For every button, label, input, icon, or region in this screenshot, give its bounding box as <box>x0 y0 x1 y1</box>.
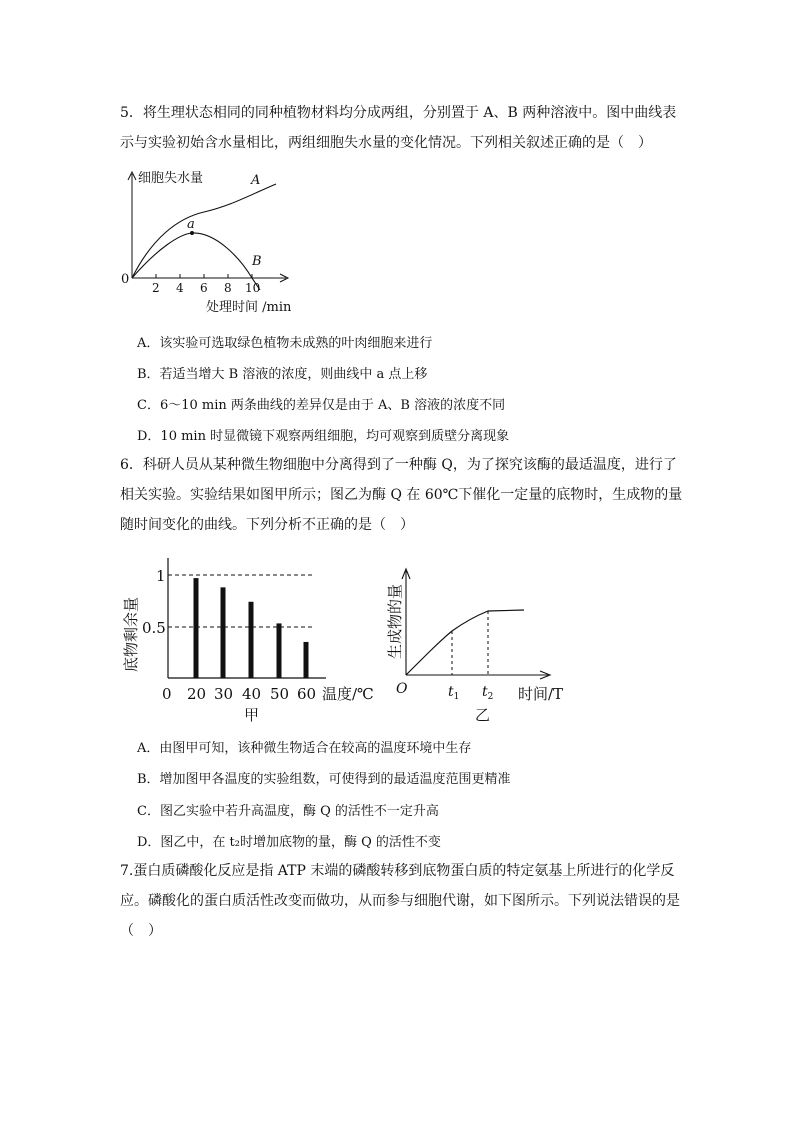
jia-xtick-30: 30 <box>214 685 234 703</box>
q5-xtick-2: 2 <box>152 281 160 295</box>
jia-ref-lines <box>168 575 314 627</box>
q5-curve-b-label: B <box>252 254 262 269</box>
yi-origin: O <box>396 681 408 697</box>
q6-figure-jia <box>118 550 378 730</box>
q5-line-2: 示与实验初始含水量相比，两组细胞失水量的变化情况。下列相关叙述正确的是（ ） <box>120 135 652 151</box>
q5-xtick-6: 6 <box>200 281 208 295</box>
yi-xlabel: 时间/T <box>518 685 564 703</box>
q5-xlabel: 处理时间 /min <box>206 300 292 315</box>
q6-line-2: 相关实验。实验结果如图甲所示；图乙为酶 Q 在 60℃下催化一定量的底物时，生成物的量 <box>120 487 683 503</box>
q5-xtick-8: 8 <box>224 281 232 295</box>
q5-xtick-4: 4 <box>176 281 184 295</box>
jia-bars <box>194 578 309 678</box>
q6-stem <box>120 450 683 540</box>
q5-x-ticks <box>156 274 252 278</box>
jia-bar-40 <box>249 602 254 678</box>
jia-bar-50 <box>277 623 282 678</box>
yi-caption: 乙 <box>475 706 491 724</box>
q6-option-b: B．增加图甲各温度的实验组数，可使得到的最适温度范围更精准 <box>137 772 511 787</box>
jia-bar-20 <box>194 578 199 678</box>
jia-ytick-0.5: 0.5 <box>142 619 166 637</box>
q5-axes <box>128 172 288 282</box>
yi-t2-label: $t_2$ <box>482 684 494 702</box>
jia-xtick-20: 20 <box>187 685 207 703</box>
q5-option-b: B．若适当增大 B 溶液的浓度，则曲线中 a 点上移 <box>137 367 428 382</box>
q6-figure-yi <box>378 565 598 745</box>
q6-line-1: 6．科研人员从某种微生物细胞中分离得到了一种酶 Q，为了探究该酶的最适温度，进行了 <box>120 457 677 473</box>
jia-xtick-60: 60 <box>297 685 317 703</box>
q5-option-c: C．6～10 min 两条曲线的差异仅是由于 A、B 溶液的浓度不同 <box>137 398 506 413</box>
q5-origin: 0 <box>121 272 130 287</box>
q5-ylabel: 细胞失水量 <box>138 171 204 186</box>
q7-line-1: 7.蛋白质磷酸化反应是指 ATP 末端的磷酸转移到底物蛋白质的特定氨基上所进行的化学反 <box>120 863 675 879</box>
q5-option-d: D．10 min 时显微镜下观察两组细胞，均可观察到质壁分离现象 <box>137 429 510 444</box>
q7-line-2: 应。磷酸化的蛋白质活性改变而做功，从而参与细胞代谢，如下图所示。下列说法错误的是 <box>120 893 680 909</box>
jia-xtick-40: 40 <box>242 685 262 703</box>
q5-option-a: A．该实验可选取绿色植物未成熟的叶肉细胞来进行 <box>137 336 433 351</box>
q5-point-a-label: a <box>187 217 195 232</box>
jia-ylabel: 底物剩余量 <box>122 596 140 672</box>
q5-stem <box>120 98 680 158</box>
yi-t1-label: $t_1$ <box>448 684 460 702</box>
q7-line-3: （ ） <box>120 923 162 939</box>
jia-bar-60 <box>304 642 309 678</box>
q6-option-c: C．图乙实验中若升高温度，酶 Q 的活性不一定升高 <box>137 804 439 819</box>
yi-ylabel: 生成物的量 <box>386 583 404 659</box>
q7-stem <box>120 856 680 946</box>
jia-bar-30 <box>221 587 226 678</box>
q5-line-1: 5．将生理状态相同的同种植物材料均分成两组，分别置于 A、B 两种溶液中。图中曲线表 <box>120 105 677 121</box>
yi-axes <box>402 569 550 679</box>
q6-option-a: A．由图甲可知，该种微生物适合在较高的温度环境中生存 <box>137 741 472 756</box>
q5-figure <box>118 168 318 318</box>
yi-product-curve <box>406 610 524 675</box>
jia-xlabel: 温度/℃ <box>322 685 374 703</box>
jia-axes <box>168 558 326 678</box>
q5-xtick-10: 10 <box>245 281 261 295</box>
jia-caption: 甲 <box>244 706 260 724</box>
q5-curve-a-label: A <box>251 173 261 188</box>
jia-xtick-50: 50 <box>270 685 290 703</box>
jia-origin: 0 <box>162 685 172 703</box>
jia-ytick-1: 1 <box>156 567 166 585</box>
yi-marker-lines <box>452 611 488 675</box>
q6-option-d: D．图乙中，在 t₂时增加底物的量，酶 Q 的活性不变 <box>137 835 441 850</box>
q6-line-3: 随时间变化的曲线。下列分析不正确的是（ ） <box>120 517 414 533</box>
